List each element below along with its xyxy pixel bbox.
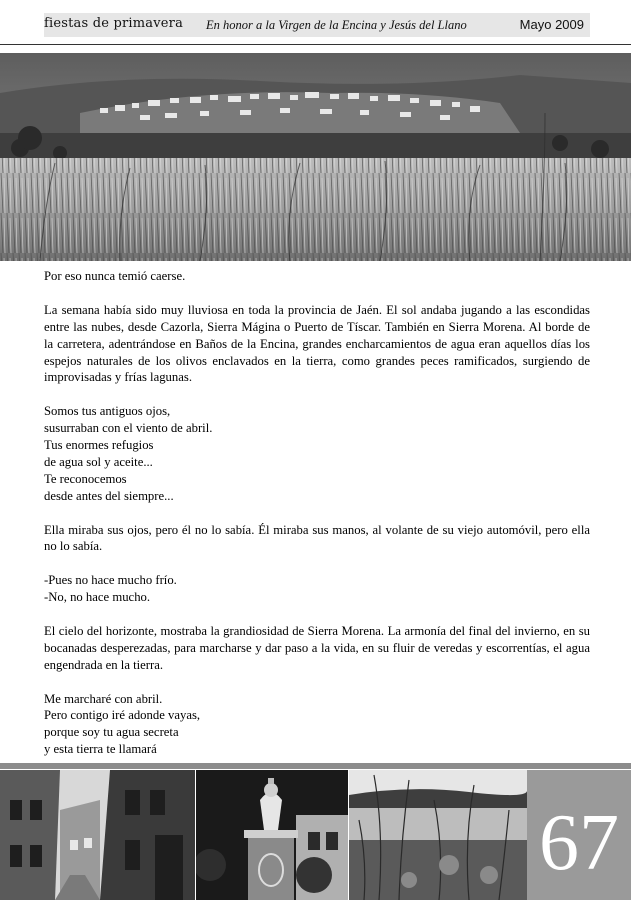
verse-line: y esta tierra te llamará bbox=[44, 742, 157, 757]
paragraph-3: Ella miraba sus ojos, pero él no lo sabía. Él miraba sus manos, al volante de su viejo automóvil, pero ella no lo sabía. bbox=[44, 522, 590, 554]
verse-line: Te reconocemos bbox=[44, 471, 127, 486]
header-divider bbox=[0, 44, 631, 45]
verse-line: susurraban con el viento de abril. bbox=[44, 421, 213, 436]
page-number-box bbox=[527, 770, 631, 900]
issue-date: Mayo 2009 bbox=[519, 17, 584, 32]
verse-line: Me marcharé con abril. bbox=[44, 691, 163, 706]
paragraph-4: El cielo del horizonte, mostraba la grandiosidad de Sierra Morena. La armonía del final del invierno, en su bocanadas desperezadas, para marcharse y dar paso a la vida, en su fluir de veredas y escorrentías, el agua engendrada en la tierra. bbox=[44, 623, 590, 672]
paragraph-1: Por eso nunca temió caerse. bbox=[44, 269, 186, 283]
dialogue-line: -No, no hace mucho. bbox=[44, 590, 151, 605]
lake-reeds-photo bbox=[349, 770, 527, 900]
paragraph-2: La semana había sido muy lluviosa en toda la provincia de Jaén. El sol andaba jugando a las escondidas entre las nubes, desde Cazorla, Sierra Mágina o Puerto de Tíscar. También en Sierra Morena. Al borde de la carretera, adentrándose en Baños de la Encina, grandes encharcamientos de agua eran aquellos días los espejos naturales de los olivos enclavados en la tierra, como grandes peces ramificados, surgiendo de improvisadas y frías lagunas. bbox=[44, 302, 590, 385]
virgin-statue-photo bbox=[196, 770, 348, 900]
village-wheatfield-photo bbox=[0, 53, 631, 261]
street-photo bbox=[0, 770, 195, 900]
dialogue bbox=[44, 572, 590, 606]
verse-1 bbox=[44, 403, 590, 504]
dialogue-line: -Pues no hace mucho frío. bbox=[44, 573, 177, 588]
verse-line: Somos tus antiguos ojos, bbox=[44, 404, 171, 419]
page-header bbox=[44, 13, 590, 37]
verse-line: Tus enormes refugios bbox=[44, 438, 154, 453]
verse-line: Pero contigo iré adonde vayas, bbox=[44, 708, 201, 723]
page-number: 67 bbox=[539, 799, 619, 887]
magazine-name: fiestas de primavera bbox=[44, 16, 184, 31]
footer-divider bbox=[0, 763, 631, 769]
verse-line: porque soy tu agua secreta bbox=[44, 725, 179, 740]
verse-2 bbox=[44, 691, 590, 759]
verse-line: de agua sol y aceite... bbox=[44, 454, 153, 469]
article-body bbox=[44, 268, 590, 775]
header-subtitle: En honor a la Virgen de la Encina y Jesús del Llano bbox=[206, 18, 467, 32]
verse-line: desde antes del siempre... bbox=[44, 488, 174, 503]
